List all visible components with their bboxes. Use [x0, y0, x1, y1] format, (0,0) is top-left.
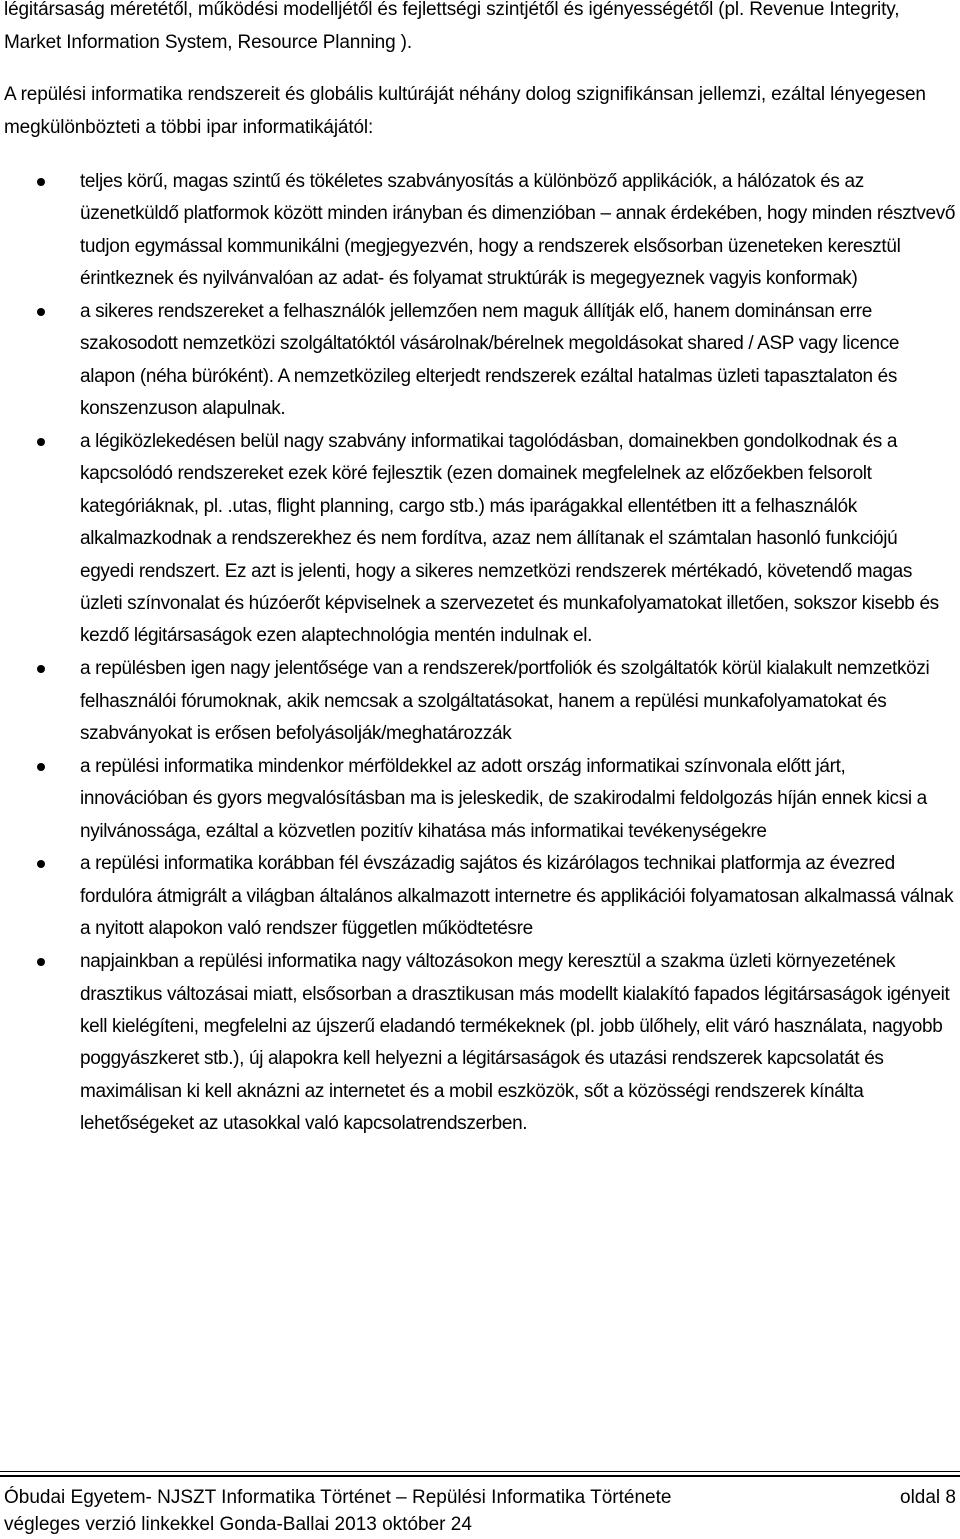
bullet-dot-icon	[37, 860, 45, 868]
bullet-item	[0, 296, 956, 426]
footer-version: végleges verzió linkekkel Gonda-Ballai 2013 október 24	[4, 1514, 472, 1535]
paragraph-top: légitársaság méretétől, működési modelljétől és fejlettségi szintjétől és igényességétől (pl. Revenue Integrity, Market Information System, Resource Planning ).	[4, 0, 900, 53]
bullet-dot-icon	[37, 178, 45, 186]
bullet-dot-icon	[37, 308, 45, 316]
bullet-dot-icon	[37, 958, 45, 966]
bullet-text: a légiközlekedésen belül nagy szabvány informatikai tagolódásban, domainekben gondolkodnak és a kapcsolódó rendszereket ezek köré fejlesztik (ezen domainek megfelelnek az előzőekben felsorolt kategóriáknak, pl. .utas, flight planning, cargo stb.) más iparágakkal ellentétben itt a felhasználók alkalmazkodnak a rendszerekhez és nem fordítva, azaz nem állítanak el számtalan hasonló funkciójú egyedi rendszert. Ez azt is jelenti, hogy a sikeres nemzetközi rendszerek mértékadó, követendő magas üzleti színvonalat és húzóerőt képviselnek a szervezetet és munkafolyamatokat illetően, sokszor kisebb és kezdő légitársaságok ezen alaptechnológia mentén indulnak el.	[80, 431, 939, 647]
bullet-text: teljes körű, magas szintű és tökéletes szabványosítás a különböző applikációk, a hálózatok és az üzenetküldő platformok között minden irányban és dimenzióban – annak érdekében, hogy minden résztvevő tudjon egymással kommunikálni (megjegyezvén, hogy a rendszerek elsősorban üzeneteken keresztül érintkeznek és nyilvánvalóan az adat- és folyamat struktúrák is megegyeznek vagyis konformak)	[80, 171, 956, 290]
bullet-list	[0, 166, 960, 1141]
footer-title: Óbudai Egyetem- NJSZT Informatika Történet – Repülési Informatika Története	[4, 1487, 672, 1508]
bullet-item	[0, 653, 956, 750]
bullet-text: napjainkban a repülési informatika nagy változásokon megy keresztül a szakma üzleti környezetének drasztikus változásai miatt, elsősorban a drasztikusan más modellt kialakító fapados légitársaságok igényeit kell kielégíteni, megfelelni az újszerű eladandó termékeknek (pl. jobb ülőhely, elit váró használata, nagyobb poggyászkeret stb.), új alapokra kell helyezni a légitársaságok és utazási rendszerek kapcsolatát és maximálisan ki kell aknázni az internetet és a mobil eszközök, sőt a közösségi rendszerek kínálta lehetőségeket az utasokkal való kapcsolatrendszerben.	[80, 951, 950, 1135]
footer-divider	[0, 1471, 960, 1472]
page-number: oldal 8	[900, 1487, 956, 1508]
bullet-dot-icon	[37, 763, 45, 771]
bullet-dot-icon	[37, 665, 45, 673]
bullet-text: a repülési informatika korábban fél évszázadig sajátos és kizárólagos technikai platformja az évezred fordulóra átmigrált a világban általános alkalmazott internetre és applikációi folyamatosan alkalmassá válnak a nyitott alapokon való rendszer független működtetésre	[80, 853, 954, 940]
bullet-text: a repülési informatika mindenkor mérföldekkel az adott ország informatikai színvonala előtt járt, innovációban és gyors megvalósításban ma is jeleskedik, de szakirodalmi feldolgozás híján ennek kicsi a nyilvánossága, ezáltal a közvetlen pozitív kihatása más informatikai tevékenységekre	[80, 755, 927, 842]
bullet-item	[0, 751, 956, 848]
bullet-text: a repülésben igen nagy jelentősége van a rendszerek/portfoliók és szolgáltatók körül kialakult nemzetközi felhasználói fórumoknak, akik nemcsak a szolgáltatásokat, hanem a repülési munkafolyamatokat és szabványokat is erősen befolyásolják/meghatározzák	[80, 658, 930, 745]
bullet-item	[0, 848, 956, 945]
bullet-dot-icon	[37, 438, 45, 446]
bullet-item	[0, 166, 956, 296]
paragraph-intro: A repülési informatika rendszereit és globális kultúráját néhány dolog szignifikánsan jellemzi, ezáltal lényegesen megkülönbözteti a többi ipar informatikájától:	[4, 84, 926, 138]
bullet-item	[0, 426, 956, 653]
bullet-item	[0, 946, 956, 1140]
bullet-text: a sikeres rendszereket a felhasználók jellemzően nem maguk állítják elő, hanem dominánsan erre szakosodott nemzetközi szolgáltatóktól vásárolnak/bérelnek megoldásokat shared / ASP vagy licence alapon (néha büróként). A nemzetközileg elterjedt rendszerek ezáltal hatalmas üzleti tapasztalaton és konszenzuson alapulnak.	[80, 301, 900, 420]
footer-divider	[0, 1475, 960, 1477]
